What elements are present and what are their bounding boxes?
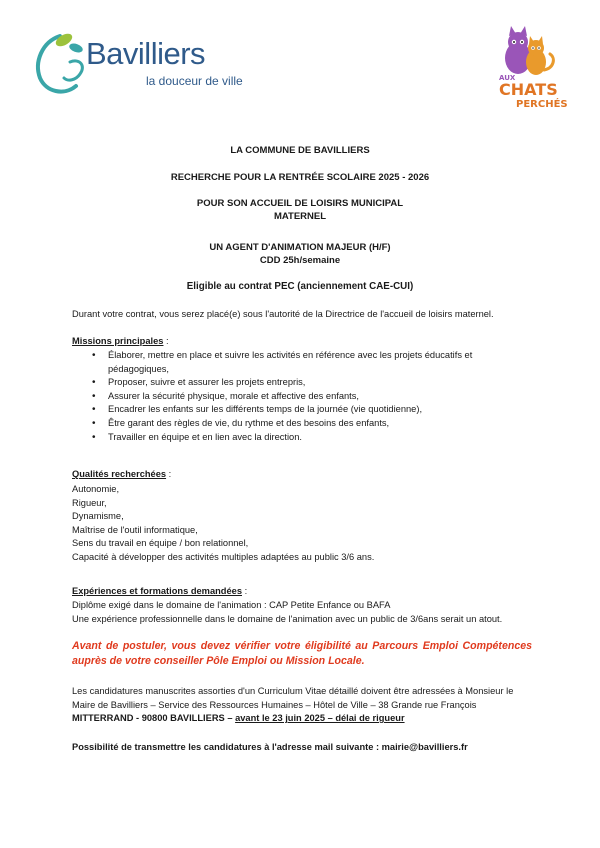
title-recherche: RECHERCHE POUR LA RENTRÉE SCOLAIRE 2025 - 2026 <box>170 172 430 183</box>
qualites-heading-colon: : <box>166 469 172 479</box>
list-item: Dynamisme, <box>72 511 124 522</box>
experiences-heading <box>72 585 542 599</box>
address-separator: – <box>224 713 236 724</box>
title-accueil <box>0 197 600 223</box>
instructions-line: Les candidatures manuscrites assorties d'un Curriculum Vitae détaillé doivent être adressées à Monsieur le <box>72 686 514 696</box>
bavilliers-logo <box>30 28 260 98</box>
address-bold: MITTERRAND - 90800 BAVILLIERS <box>72 713 225 724</box>
intro-paragraph: Durant votre contrat, vous serez placé(e) sous l'autorité de la Directrice de l'accueil de loisirs maternel. <box>72 309 494 319</box>
title-accueil-line1: POUR SON ACCUEIL DE LOISIRS MUNICIPAL <box>196 198 404 209</box>
instructions-line: Maire de Bavilliers – Service des Ressources Humaines – Hôtel de Ville – 38 Grande rue François <box>72 699 477 710</box>
list-item: Autonomie, <box>72 484 120 494</box>
email-line: Possibilité de transmettre les candidatures à l'adresse mail suivante : mairie@bavilliers.fr <box>72 742 468 752</box>
missions-heading <box>72 335 542 349</box>
list-item-continuation <box>92 363 532 377</box>
list-item-continuation-text: pédagogiques, <box>108 363 170 374</box>
aux-chats-perches-logo <box>488 22 568 114</box>
logo-perches: PERCHÉS <box>516 99 568 110</box>
missions-heading-label: Missions principales <box>72 336 164 346</box>
missions-list <box>92 349 532 444</box>
brand-name: Bavilliers <box>86 36 206 71</box>
eligibility-warning: Avant de postuler, vous devez vérifier votre éligibilité au Parcours Emploi Compétences auprès de votre conseiller Pôle Emploi ou Mission Locale. <box>72 640 532 667</box>
qualites-heading <box>72 468 542 482</box>
contract-type: CDD 25h/semaine <box>259 255 341 266</box>
list-item: Sens du travail en équipe / bon relationnel, <box>72 538 249 549</box>
job-title: UN AGENT D'ANIMATION MAJEUR (H/F) <box>209 242 391 253</box>
qualites-list <box>72 483 542 565</box>
experiences-list <box>72 599 542 626</box>
list-item: Une expérience professionnelle dans le domaine de l'animation avec un public de 3/6ans serait un atout. <box>72 613 503 624</box>
list-item: Capacité à développer des activités multiples adaptées au public 3/6 ans. <box>72 551 375 562</box>
cats-icon <box>488 22 568 78</box>
list-item: • Travailler en équipe et en lien avec la direction. <box>92 431 532 445</box>
missions-heading-colon: : <box>163 336 169 346</box>
list-item: Maîtrise de l'outil informatique, <box>72 524 198 535</box>
application-instructions <box>72 685 542 726</box>
list-item: Rigueur, <box>72 497 107 508</box>
title-accueil-line2: MATERNEL <box>273 211 327 222</box>
eligibility-line: Eligible au contrat PEC (anciennement CAE-CUI) <box>186 281 414 292</box>
list-item: • Être garant des règles de vie, du rythme et des besoins des enfants, <box>92 417 532 431</box>
logo-chats: CHATS <box>499 80 558 99</box>
qualites-heading-label: Qualités recherchées <box>72 469 167 479</box>
experiences-heading-colon: : <box>242 586 248 596</box>
title-commune: LA COMMUNE DE BAVILLIERS <box>230 145 370 156</box>
logo-aux: AUX <box>499 74 516 82</box>
list-item: Diplôme exigé dans le domaine de l'animation : CAP Petite Enfance ou BAFA <box>72 600 391 610</box>
experiences-heading-label: Expériences et formations demandées <box>72 586 242 596</box>
deadline: avant le 23 juin 2025 – délai de rigueur <box>235 713 405 724</box>
title-poste <box>0 241 600 267</box>
brand-tagline: la douceur de ville <box>146 74 243 88</box>
list-item: • Proposer, suivre et assurer les projets entrepris, <box>92 376 532 390</box>
instructions-line-address <box>72 712 542 726</box>
list-item: • Élaborer, mettre en place et suivre les activités en référence avec les projets éducatifs et <box>92 349 532 363</box>
list-item: • Assurer la sécurité physique, morale et affective des enfants, <box>92 390 532 404</box>
list-item: • Encadrer les enfants sur les différents temps de la journée (vie quotidienne), <box>92 403 532 417</box>
